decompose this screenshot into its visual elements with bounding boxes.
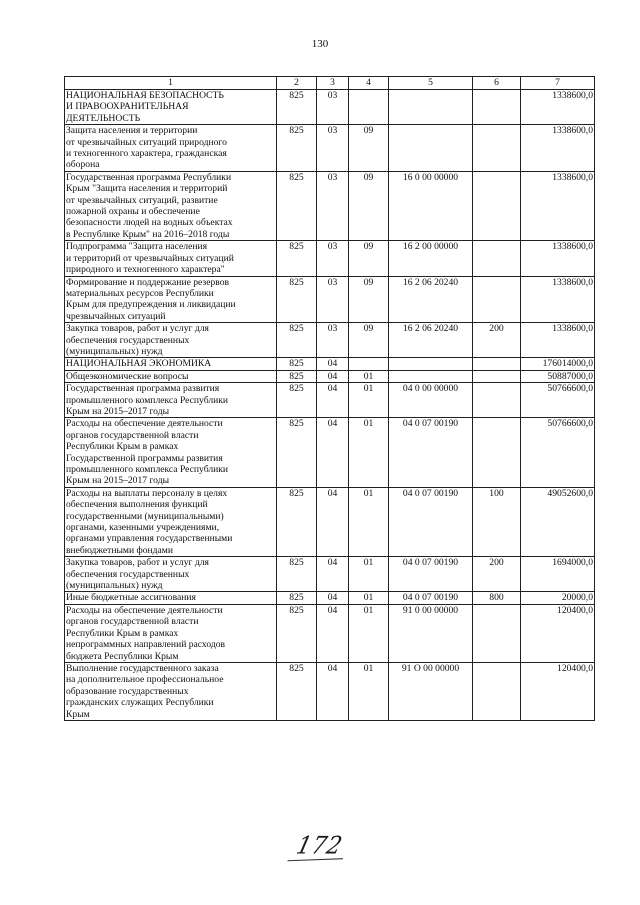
row-expense-type: 200 (473, 323, 521, 358)
row-expense-type: 200 (473, 557, 521, 592)
row-expense-type (473, 276, 521, 323)
row-amount: 49052600,0 (521, 487, 595, 556)
row-target-article (389, 370, 473, 382)
row-section: 04 (317, 662, 349, 720)
row-target-article: 91 О 00 00000 (389, 662, 473, 720)
row-subsection: 01 (349, 383, 389, 418)
row-expense-type (473, 125, 521, 172)
row-target-article (389, 125, 473, 172)
row-admin-code: 825 (277, 557, 317, 592)
row-name: Выполнение государственного заказа на дополнительное профессиональное образование государственных гражданских служащих Республики Крым (65, 662, 277, 720)
row-section: 04 (317, 592, 349, 604)
row-amount: 1338600,0 (521, 171, 595, 240)
table-row (65, 662, 595, 720)
row-subsection: 01 (349, 662, 389, 720)
column-header: 3 (317, 77, 349, 90)
table-row (65, 604, 595, 662)
row-target-article: 04 0 07 00190 (389, 487, 473, 556)
row-subsection (349, 90, 389, 125)
row-section: 04 (317, 604, 349, 662)
table-header-row (65, 77, 595, 90)
row-amount: 1338600,0 (521, 276, 595, 323)
row-target-article: 04 0 07 00190 (389, 592, 473, 604)
row-admin-code: 825 (277, 125, 317, 172)
row-name: НАЦИОНАЛЬНАЯ БЕЗОПАСНОСТЬ И ПРАВООХРАНИТЕЛЬНАЯ ДЕЯТЕЛЬНОСТЬ (65, 90, 277, 125)
row-admin-code: 825 (277, 383, 317, 418)
row-admin-code: 825 (277, 90, 317, 125)
row-admin-code: 825 (277, 662, 317, 720)
row-amount: 176014000,0 (521, 358, 595, 370)
row-target-article: 91 0 00 00000 (389, 604, 473, 662)
row-amount: 1694000,0 (521, 557, 595, 592)
row-admin-code: 825 (277, 592, 317, 604)
row-admin-code: 825 (277, 358, 317, 370)
row-amount: 50766600,0 (521, 418, 595, 487)
row-name: Общеэкономические вопросы (65, 370, 277, 382)
column-header: 4 (349, 77, 389, 90)
row-target-article: 16 2 00 00000 (389, 241, 473, 276)
row-expense-type (473, 418, 521, 487)
row-section: 04 (317, 383, 349, 418)
row-section: 03 (317, 125, 349, 172)
row-expense-type: 100 (473, 487, 521, 556)
table-row (65, 487, 595, 556)
table-row (65, 125, 595, 172)
row-admin-code: 825 (277, 276, 317, 323)
row-name: Иные бюджетные ассигнования (65, 592, 277, 604)
row-subsection: 09 (349, 171, 389, 240)
row-amount: 1338600,0 (521, 125, 595, 172)
row-name: Закупка товаров, работ и услуг для обеспечения государственных (муниципальных) нужд (65, 323, 277, 358)
row-section: 04 (317, 418, 349, 487)
row-subsection: 09 (349, 276, 389, 323)
row-subsection (349, 358, 389, 370)
handwritten-page-number: 172 (293, 832, 346, 861)
row-admin-code: 825 (277, 323, 317, 358)
row-name: Государственная программа Республики Крым "Защита населения и территорий от чрезвычайных ситуаций, развитие пожарной охраны и обеспечение безопасности людей на водных объектах в Республике Крым" на 2016–2018 годы (65, 171, 277, 240)
row-admin-code: 825 (277, 418, 317, 487)
row-subsection: 09 (349, 323, 389, 358)
row-expense-type (473, 370, 521, 382)
table-row (65, 592, 595, 604)
row-expense-type (473, 171, 521, 240)
budget-table (64, 76, 595, 721)
row-amount: 50887000,0 (521, 370, 595, 382)
row-amount: 50766600,0 (521, 383, 595, 418)
table-row (65, 90, 595, 125)
row-name: Подпрограмма "Защита населения и территорий от чрезвычайных ситуаций природного и техногенного характера" (65, 241, 277, 276)
row-name: НАЦИОНАЛЬНАЯ ЭКОНОМИКА (65, 358, 277, 370)
row-subsection: 01 (349, 370, 389, 382)
row-target-article: 16 0 00 00000 (389, 171, 473, 240)
row-section: 04 (317, 358, 349, 370)
row-expense-type (473, 358, 521, 370)
table-row (65, 276, 595, 323)
row-subsection: 01 (349, 592, 389, 604)
row-section: 03 (317, 90, 349, 125)
table-row (65, 358, 595, 370)
row-target-article: 04 0 07 00190 (389, 418, 473, 487)
row-amount: 20000,0 (521, 592, 595, 604)
row-admin-code: 825 (277, 370, 317, 382)
row-section: 04 (317, 557, 349, 592)
row-expense-type (473, 241, 521, 276)
row-section: 03 (317, 241, 349, 276)
row-admin-code: 825 (277, 171, 317, 240)
column-header: 2 (277, 77, 317, 90)
row-subsection: 01 (349, 487, 389, 556)
row-expense-type (473, 90, 521, 125)
row-amount: 1338600,0 (521, 90, 595, 125)
row-expense-type (473, 383, 521, 418)
row-name: Защита населения и территории от чрезвычайных ситуаций природного и техногенного характера, гражданская оборона (65, 125, 277, 172)
row-subsection: 01 (349, 604, 389, 662)
row-amount: 1338600,0 (521, 241, 595, 276)
row-target-article (389, 358, 473, 370)
row-name: Расходы на выплаты персоналу в целях обеспечения выполнения функций государственными (муниципальными) органами, казенными учреждениями, органами управления государственными внебюджетными фондами (65, 487, 277, 556)
column-header: 6 (473, 77, 521, 90)
row-expense-type (473, 604, 521, 662)
table-row (65, 241, 595, 276)
row-name: Формирование и поддержание резервов материальных ресурсов Республики Крым для предупреждения и ликвидации чрезвычайных ситуаций (65, 276, 277, 323)
row-target-article: 16 2 06 20240 (389, 323, 473, 358)
column-header: 1 (65, 77, 277, 90)
row-target-article: 04 0 00 00000 (389, 383, 473, 418)
row-name: Расходы на обеспечение деятельности органов государственной власти Республики Крым в рамках непрограммных направлений расходов бюджета Республики Крым (65, 604, 277, 662)
row-target-article: 16 2 06 20240 (389, 276, 473, 323)
table-body (65, 90, 595, 721)
row-admin-code: 825 (277, 241, 317, 276)
column-header: 7 (521, 77, 595, 90)
row-amount: 120400,0 (521, 662, 595, 720)
table-row (65, 383, 595, 418)
table-row (65, 323, 595, 358)
column-header: 5 (389, 77, 473, 90)
row-name: Расходы на обеспечение деятельности органов государственной власти Республики Крым в рамках Государственной программы развития промышленного комплекса Республики Крым на 2015–2017 годы (65, 418, 277, 487)
row-amount: 1338600,0 (521, 323, 595, 358)
row-subsection: 01 (349, 557, 389, 592)
row-target-article: 04 0 07 00190 (389, 557, 473, 592)
table-row (65, 370, 595, 382)
row-section: 04 (317, 370, 349, 382)
row-subsection: 01 (349, 418, 389, 487)
table-row (65, 171, 595, 240)
row-admin-code: 825 (277, 487, 317, 556)
table-row (65, 418, 595, 487)
row-expense-type (473, 662, 521, 720)
row-section: 04 (317, 487, 349, 556)
row-section: 03 (317, 171, 349, 240)
row-target-article (389, 90, 473, 125)
row-subsection: 09 (349, 125, 389, 172)
table-row (65, 557, 595, 592)
page-number: 130 (311, 38, 329, 50)
row-subsection: 09 (349, 241, 389, 276)
row-name: Государственная программа развития промышленного комплекса Республики Крым на 2015–2017 годы (65, 383, 277, 418)
row-name: Закупка товаров, работ и услуг для обеспечения государственных (муниципальных) нужд (65, 557, 277, 592)
row-section: 03 (317, 276, 349, 323)
row-amount: 120400,0 (521, 604, 595, 662)
row-expense-type: 800 (473, 592, 521, 604)
row-admin-code: 825 (277, 604, 317, 662)
row-section: 03 (317, 323, 349, 358)
